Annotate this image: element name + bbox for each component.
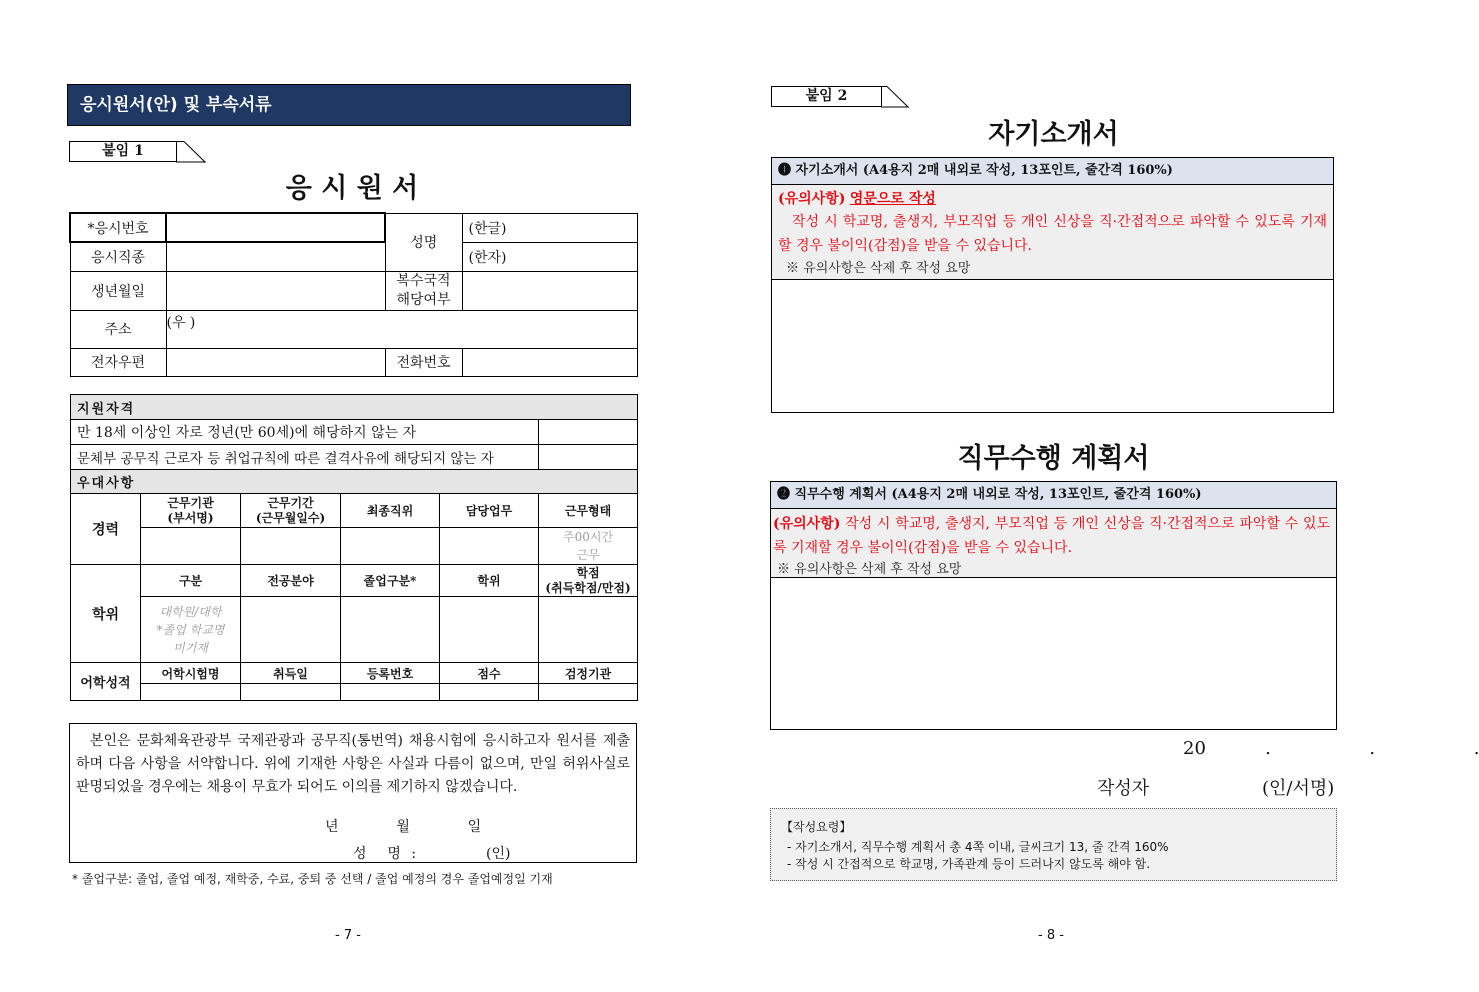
career-position-field[interactable]: [341, 528, 440, 565]
exam-number-label: *응시번호: [70, 213, 166, 242]
job-plan-caution: [771, 509, 1336, 578]
phone-field[interactable]: [462, 348, 637, 376]
date-line[interactable]: 20 . . .: [1183, 738, 1479, 759]
caution-label: (유의사항): [778, 191, 846, 207]
education-header-gpa-line-1: 학점: [576, 565, 600, 580]
job-plan-box: [770, 481, 1337, 730]
education-category-field[interactable]: [141, 597, 241, 663]
career-work-type-field[interactable]: [539, 528, 638, 565]
language-date-field[interactable]: [241, 684, 341, 701]
author-seal[interactable]: (인/서명): [1262, 778, 1335, 799]
qualification-row-2: 문체부 공무직 근로자 등 취업규칙에 따른 결격사유에 해당되지 않는 자: [71, 445, 539, 470]
work-type-hint-line-1: 주00시간: [563, 530, 614, 544]
oath-seal[interactable]: (인): [486, 846, 511, 862]
education-major-field[interactable]: [241, 597, 341, 663]
guide-item-1: - 자기소개서, 직무수행 계획서 총 4쪽 이내, 글씨크기 13, 줄 간격 160%: [787, 840, 1169, 854]
email-field[interactable]: [166, 348, 385, 376]
dual-nationality-line-1: 복수국적: [396, 272, 451, 289]
language-institution-field[interactable]: [539, 684, 638, 701]
delete-note: ※ 유의사항은 삭제 후 작성 요망: [786, 261, 971, 276]
tab-slant-decoration-2: [881, 86, 915, 108]
education-graduation-field[interactable]: [341, 597, 440, 663]
plan-caution-label: (유의사항): [773, 516, 841, 532]
career-header-work-type: 근무형태: [539, 494, 638, 528]
career-header-period: [241, 494, 341, 528]
job-plan-header: ❷ 직무수행 계획서 (A4용지 2매 내외로 작성, 13포인트, 줄간격 160%): [771, 482, 1336, 509]
self-introduction-writing-area[interactable]: [772, 280, 1333, 411]
job-plan-title: 직무수행 계획서: [957, 443, 1150, 474]
oath-signature-label: 성 명 :: [353, 846, 417, 862]
education-hint-line-2: *졸업 학교명: [156, 622, 225, 637]
email-label: 전자우편: [70, 348, 166, 376]
education-label: 학위: [71, 565, 141, 663]
oath-box: [69, 723, 637, 863]
career-header-org: [141, 494, 241, 528]
plan-caution-text: 작성 시 학교명, 출생지, 부모직업 등 개인 신상을 직·간접적으로 파악할 수 있도록 기재할 경우 불이익(감점)을 받을 수 있습니다.: [773, 516, 1331, 556]
language-header-test: 어학시험명: [141, 663, 241, 684]
education-header-major: 전공분야: [241, 565, 341, 597]
attachment-label: 붙임 1: [69, 141, 177, 162]
dual-nationality-line-2: 해당여부: [396, 291, 451, 308]
qualification-heading: 지원자격: [71, 395, 638, 420]
guide-title: 【작성요령】: [781, 820, 852, 834]
job-plan-writing-area[interactable]: [771, 578, 1336, 729]
birth-date-field[interactable]: [166, 271, 385, 310]
address-label: 주소: [70, 310, 166, 348]
career-org-field[interactable]: [141, 528, 241, 565]
education-hint-line-1: 대학원/대학: [159, 604, 222, 619]
language-test-field[interactable]: [141, 684, 241, 701]
qualification-check-1[interactable]: [539, 420, 638, 445]
attachment-label-2: 붙임 2: [771, 86, 882, 107]
caution-emphasis: 영문으로 작성: [849, 191, 936, 207]
attachment-tab-1: [69, 141, 209, 163]
job-type-label: 응시직종: [70, 242, 166, 271]
language-header-reg-number: 등록번호: [341, 663, 440, 684]
work-type-hint-line-2: 근무: [576, 548, 600, 562]
name-label: 성명: [385, 213, 462, 271]
career-header-position: 최종직위: [341, 494, 440, 528]
tab-slant-decoration: [176, 141, 210, 163]
language-header-institution: 검정기관: [539, 663, 638, 684]
education-degree-field[interactable]: [440, 597, 539, 663]
phone-label: 전화번호: [385, 348, 462, 376]
career-header-duty: 담당업무: [440, 494, 539, 528]
self-introduction-box: [771, 157, 1334, 413]
career-header-org-line-2: (부서명): [167, 510, 214, 525]
oath-text: 본인은 문화체육관광부 국제관광과 공무직(통번역) 채용시험에 응시하고자 원서를 제출하며 다음 사항을 서약합니다. 위에 기재한 사항은 사실과 다름이 없으며, 만일 허위사실로 판명되었을 경우에는 채용이 무효가 되어도 이의를 제기하지 않겠습니다.: [76, 733, 630, 795]
language-header-score: 점수: [440, 663, 539, 684]
application-form-title: 응 시 원 서: [285, 173, 419, 204]
dual-nationality-label: [385, 271, 462, 310]
graduation-footnote: * 졸업구분: 졸업, 졸업 예정, 재학중, 수료, 중퇴 중 선택 / 졸업 예정의 경우 졸업예정일 기재: [72, 872, 553, 886]
career-header-period-line-1: 근무기간: [267, 495, 314, 510]
dual-nationality-field[interactable]: [462, 271, 637, 310]
exam-number-field[interactable]: [166, 213, 385, 242]
self-introduction-title: 자기소개서: [988, 119, 1119, 150]
writing-guide-box: [770, 808, 1337, 881]
preference-heading: 우대사항: [71, 470, 638, 494]
attachment-tab-2: [771, 86, 911, 108]
language-header-date: 취득일: [241, 663, 341, 684]
name-korean-field[interactable]: (한글): [462, 213, 637, 242]
page-number-right: - 8 -: [1038, 928, 1064, 943]
career-period-field[interactable]: [241, 528, 341, 565]
section-header-bar: 응시원서(안) 및 부속서류: [67, 84, 631, 126]
personal-info-table: [69, 212, 638, 377]
caution-text: 작성 시 학교명, 출생지, 부모직업 등 개인 신상을 직·간접적으로 파악할 수 있도록 기재할 경우 불이익(감점)을 받을 수 있습니다.: [778, 214, 1327, 254]
career-label: 경력: [71, 494, 141, 565]
guide-item-2: - 작성 시 간접적으로 학교명, 가족관계 등이 드러나지 않도록 해야 함.: [787, 857, 1151, 871]
career-header-org-line-1: 근무기관: [167, 495, 214, 510]
self-introduction-header: ❶ 자기소개서 (A4용지 2매 내외로 작성, 13포인트, 줄간격 160%): [772, 158, 1333, 185]
self-introduction-caution: [772, 185, 1333, 280]
education-gpa-field[interactable]: [539, 597, 638, 663]
education-hint-line-3: 미기재: [173, 640, 208, 655]
education-header-category: 구분: [141, 565, 241, 597]
career-header-period-line-2: (근무월일수): [255, 510, 326, 525]
language-reg-number-field[interactable]: [341, 684, 440, 701]
birth-date-label: 생년월일: [70, 271, 166, 310]
page-number-left: - 7 -: [335, 928, 361, 943]
name-hanja-field[interactable]: (한자): [462, 242, 637, 271]
qualification-preference-table: [70, 394, 638, 701]
qualification-row-1: 만 18세 이상인 자로 정년(만 60세)에 해당하지 않는 자: [71, 420, 539, 445]
education-header-graduation: 졸업구분*: [341, 565, 440, 597]
plan-delete-note: ※ 유의사항은 삭제 후 작성 요망: [777, 562, 962, 577]
author-label: 작성자: [1097, 778, 1150, 799]
address-field[interactable]: (우 ): [166, 310, 637, 348]
education-header-gpa-line-2: (취득학점/만점): [545, 580, 631, 595]
education-header-degree: 학위: [440, 565, 539, 597]
career-duty-field[interactable]: [440, 528, 539, 565]
language-score-label: 어학성적: [71, 663, 141, 701]
oath-date[interactable]: 년 월 일: [325, 819, 482, 835]
qualification-check-2[interactable]: [539, 445, 638, 470]
language-score-field[interactable]: [440, 684, 539, 701]
job-type-field[interactable]: [166, 242, 385, 271]
education-header-gpa: [539, 565, 638, 597]
